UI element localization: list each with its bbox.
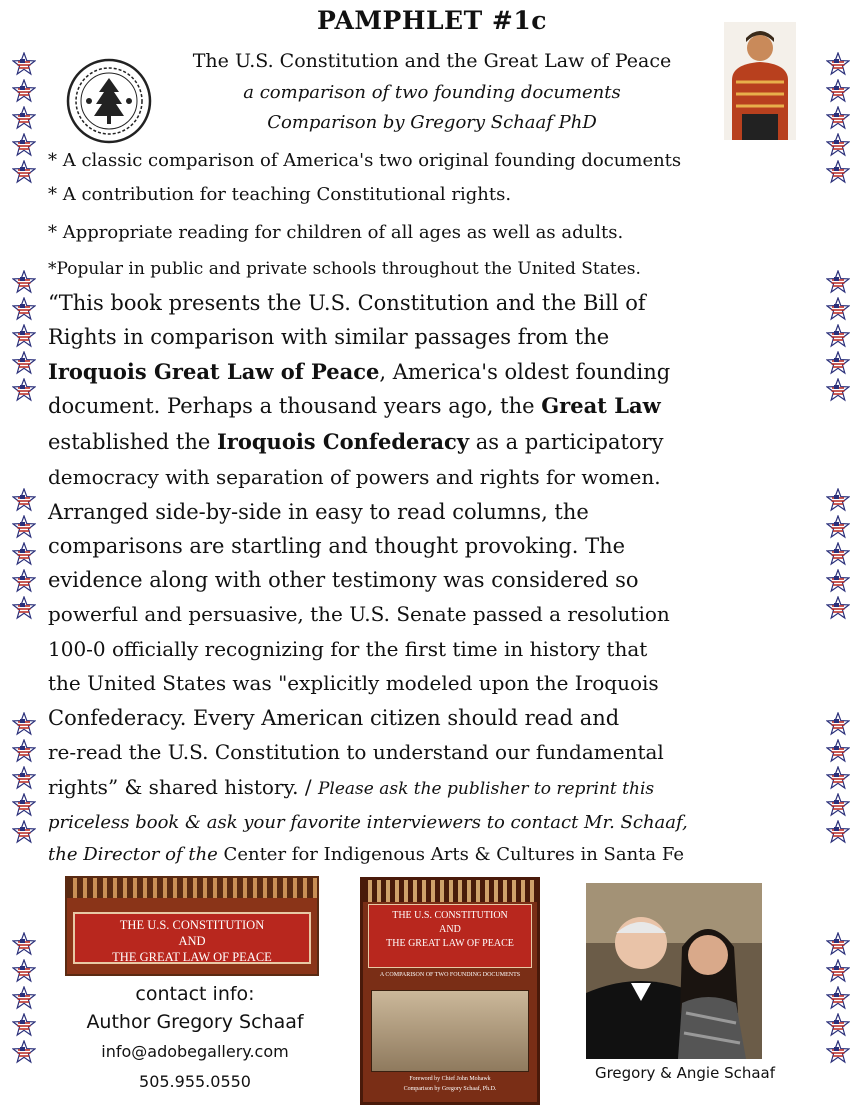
body-line: democracy with separation of powers and rights for women. [48,465,661,489]
star-icon [826,1040,850,1064]
seal-logo [66,58,152,144]
photo-caption: Gregory & Angie Schaaf [594,1064,776,1082]
contact-email[interactable]: info@adobegallery.com [101,1042,289,1061]
star-icon [826,106,850,130]
star-icon [12,766,36,790]
star-column-right [826,932,850,1067]
cover-title-line: AND [439,924,461,935]
star-icon [826,766,850,790]
star-icon [12,488,36,512]
star-icon [826,793,850,817]
body-line: evidence along with other testimony was considered so [48,568,639,592]
bold-term: Iroquois Great Law of Peace [48,359,380,384]
cover-title-line: THE GREAT LAW OF PEACE [386,938,514,949]
star-column-left [12,52,36,187]
cover-title-line: THE U.S. CONSTITUTION [392,910,508,921]
star-column-left [12,270,36,405]
bullet-item: * A classic comparison of America's two original founding documents [48,150,682,171]
star-icon [826,569,850,593]
couple-photo [586,883,762,1059]
star-icon [826,52,850,76]
body-line: powerful and persuasive, the U.S. Senate passed a resolution [48,602,670,626]
star-icon [12,1013,36,1037]
star-column-right [826,270,850,405]
body-line: rights” & shared history. / Please ask the publisher to reprint this [48,775,655,799]
cover-foreword: Foreword by Chief John Mohawk [409,1076,491,1082]
star-icon [12,324,36,348]
star-column-left [12,932,36,1067]
book-cover-banner [65,876,319,976]
star-icon [12,378,36,402]
star-icon [12,793,36,817]
cover-title-line: THE GREAT LAW OF PEACE [112,950,272,964]
star-icon [12,820,36,844]
pamphlet-subtitle: The U.S. Constitution and the Great Law of Peace [192,50,672,72]
cover-author: Comparison by Gregory Schaaf, Ph.D. [403,1086,497,1092]
star-icon [12,542,36,566]
star-icon [826,324,850,348]
star-icon [826,820,850,844]
star-column-left [12,712,36,847]
star-icon [826,297,850,321]
pamphlet-title: PAMPHLET #1c [317,6,547,35]
pamphlet-byline: Comparison by Gregory Schaaf PhD [267,112,597,133]
book-cover [360,877,540,1105]
bullet-item: * A contribution for teaching Constitutional rights. [48,184,512,205]
star-icon [826,133,850,157]
star-icon [12,569,36,593]
star-icon [826,986,850,1010]
star-icon [826,515,850,539]
bullet-item: * Appropriate reading for children of all ages as well as adults. [48,222,624,243]
star-icon [826,712,850,736]
star-icon [826,542,850,566]
star-icon [826,932,850,956]
body-line: established the Iroquois Confederacy as a participatory [48,429,664,454]
body-line: 100-0 officially recognizing for the first time in history that [48,637,648,661]
star-icon [12,712,36,736]
star-icon [12,1040,36,1064]
author-portrait [724,22,796,140]
star-icon [826,270,850,294]
star-icon [826,79,850,103]
cover-title-line: THE U.S. CONSTITUTION [119,918,265,932]
star-icon [12,106,36,130]
star-icon [826,1013,850,1037]
star-icon [12,270,36,294]
star-icon [12,959,36,983]
cover-title-line: AND [178,934,206,948]
body-line: re-read the U.S. Constitution to understand our fundamental [48,740,664,764]
body-line: comparisons are startling and thought provoking. The [48,534,626,558]
star-icon [826,160,850,184]
body-line: the Director of the Center for Indigenous Arts & Cultures in Santa Fe [48,844,685,865]
star-icon [826,378,850,402]
star-icon [12,986,36,1010]
star-icon [12,932,36,956]
star-icon [12,52,36,76]
contact-label: contact info: [135,983,255,1005]
body-line: Iroquois Great Law of Peace, America's oldest founding [48,359,671,384]
star-column-right [826,52,850,187]
star-icon [12,79,36,103]
star-icon [12,596,36,620]
bold-term: Great Law [541,393,661,418]
star-icon [826,351,850,375]
star-icon [12,297,36,321]
star-icon [826,488,850,512]
cover-subtitle: A COMPARISON OF TWO FOUNDING DOCUMENTS [379,972,521,978]
cover-illustration [371,990,529,1072]
contact-phone: 505.955.0550 [139,1072,251,1091]
star-icon [826,959,850,983]
bullet-item: *Popular in public and private schools throughout the United States. [48,259,641,279]
contact-author: Author Gregory Schaaf [86,1011,304,1033]
star-icon [12,515,36,539]
star-column-right [826,712,850,847]
body-line: Arranged side-by-side in easy to read columns, the [48,500,589,524]
star-icon [12,351,36,375]
star-column-left [12,488,36,623]
body-line: the United States was "explicitly modeled upon the Iroquois [48,671,659,695]
star-icon [12,739,36,763]
star-icon [12,133,36,157]
star-icon [12,160,36,184]
body-line: “This book presents the U.S. Constitution and the Bill of [48,291,646,315]
body-line: Rights in comparison with similar passages from the [48,325,610,349]
body-line: priceless book & ask your favorite interviewers to contact Mr. Schaaf, [48,812,688,833]
star-column-right [826,488,850,623]
star-icon [826,739,850,763]
pamphlet-tagline: a comparison of two founding documents [243,82,621,103]
body-line: document. Perhaps a thousand years ago, the Great Law [48,393,661,418]
bold-term: Iroquois Confederacy [216,429,470,454]
star-icon [826,596,850,620]
body-line: Confederacy. Every American citizen should read and [48,706,620,730]
